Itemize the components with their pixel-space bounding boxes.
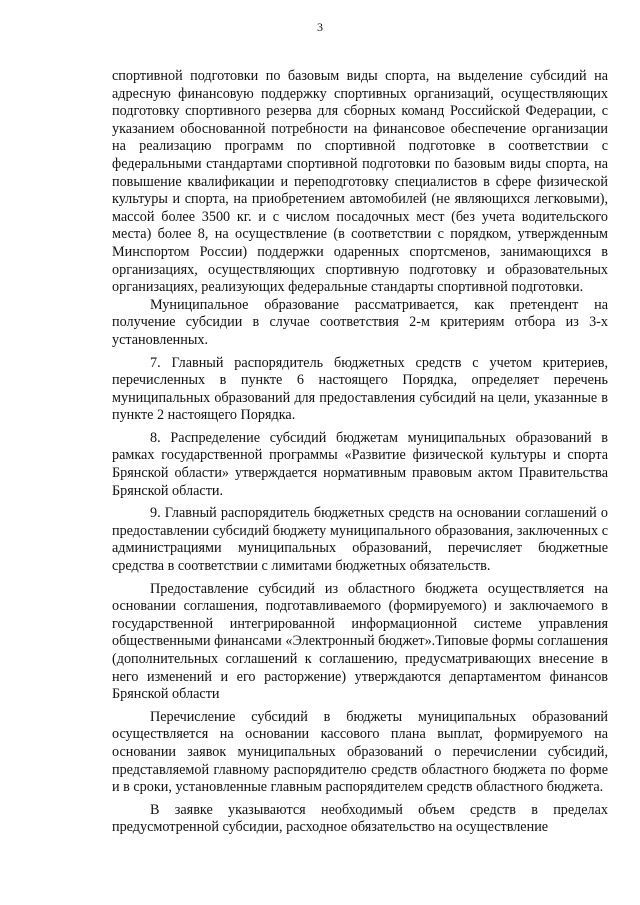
paragraph-item-9: 9. Главный распорядитель бюджетных средств на основании соглашений о предоставлении субсидий бюджету муниципального образования, заключенных с администрациями муниципальных образований, перечисляет бюджетные средства в соответствии с лимитами бюджетных обязательств. bbox=[112, 505, 608, 575]
paragraph-subsidy-agreement: Предоставление субсидий из областного бюджета осуществляется на основании соглашения, подготавливаемого (формируемого) и заключаемого в государственной интегрированной информационной системе управления общественными финансами «Электронный бюджет».Типовые формы соглашения (дополнительных соглашений к соглашению, предусматривающих внесение в него изменений и его расторжение) утверждаются департаментом финансов Брянской области bbox=[112, 580, 608, 703]
paragraph-application: В заявке указываются необходимый объем средств в пределах предусмотренной субсидии, расходное обязательство на осуществление bbox=[112, 801, 608, 836]
paragraph-continuation: спортивной подготовки по базовым виды спорта, на выделение субсидий на адресную финансовую поддержку спортивных организаций, осуществляющих подготовку спортивного резерва для сборных команд Российской Федерации, с указанием обоснованной потребности на финансовое обеспечение организации на реализацию программ по спортивной подготовке в соответствии с федеральными стандартами спортивной подготовки по базовым виды спорта, на повышение квалификации и переподготовку специалистов в сфере физической культуры и спорта, на приобретением автомобилей (не являющихся легковыми), массой более 3500 кг. и с числом посадочных мест (без учета водительского места) более 8, на осуществление (в соответствии с порядком, утвержденным Минспортом России) поддержки одаренных спортсменов, занимающихся в организациях, осуществляющих спортивную подготовку и образовательных организациях, реализующих федеральные стандарты спортивной подготовки. bbox=[112, 68, 608, 296]
paragraph-item-7: 7. Главный распорядитель бюджетных средств с учетом критериев, перечисленных в пункте 6 настоящего Порядка, определяет перечень муниципальных образований для предоставления субсидий на цели, указанные в пункте 2 настоящего Порядка. bbox=[112, 354, 608, 424]
page-number: 3 bbox=[317, 20, 323, 34]
paragraph-municipal-candidate: Муниципальное образование рассматривается, как претендент на получение субсидии в случае соответствия 2-м критериям отбора из 3-х установленных. bbox=[112, 296, 608, 348]
paragraph-subsidy-transfer: Перечисление субсидий в бюджеты муниципальных образований осуществляется на основании кассового плана выплат, формируемого на основании заявок муниципальных образований о перечислении субсидий, представляемой главному распорядителю средств областного бюджета по форме и в сроки, установленные главным распорядителем средств областного бюджета. bbox=[112, 708, 608, 796]
paragraph-item-8: 8. Распределение субсидий бюджетам муниципальных образований в рамках государственной программы «Развитие физической культуры и спорта Брянской области» утверждается нормативным правовым актом Правительства Брянской области. bbox=[112, 429, 608, 499]
document-body bbox=[112, 68, 608, 842]
